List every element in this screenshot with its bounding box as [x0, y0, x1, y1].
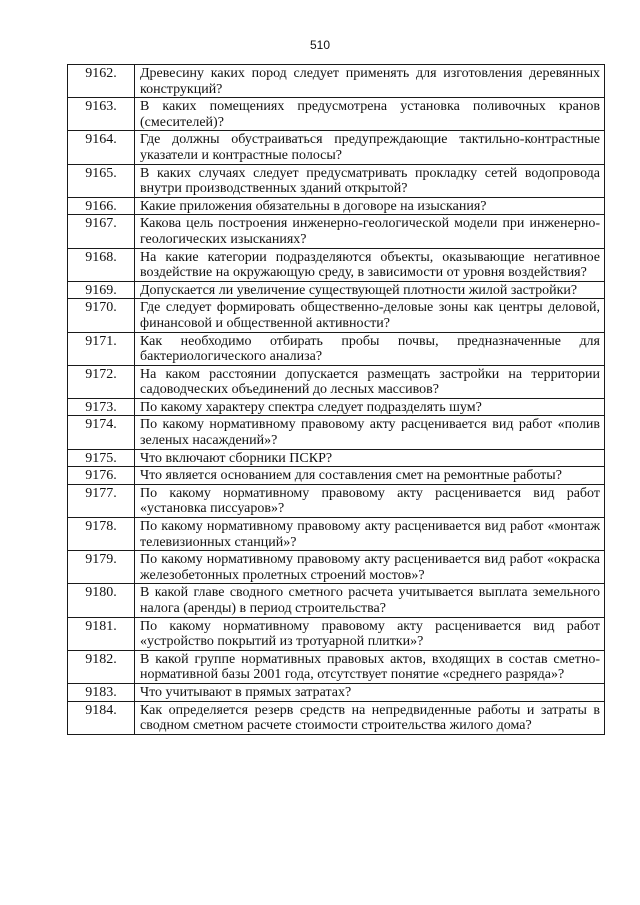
question-number: 9176. [68, 467, 135, 485]
question-row [68, 449, 605, 467]
question-row [68, 197, 605, 215]
question-row [68, 551, 605, 584]
question-text: Где следует формировать общественно-деловые зоны как центры деловой, финансовой и общественной активности? [135, 299, 605, 332]
question-text: В какой группе нормативных правовых актов, входящих в состав сметно-нормативной базы 2001 года, отсутствует понятие «среднего разряда»? [135, 650, 605, 683]
question-text: Как определяется резерв средств на непредвиденные работы и затраты в сводном сметном расчете стоимости строительства жилого дома? [135, 701, 605, 734]
question-number: 9170. [68, 299, 135, 332]
question-text: На какие категории подразделяются объекты, оказывающие негативное воздействие на окружающую среду, в зависимости от уровня воздействия? [135, 248, 605, 281]
questions-table [67, 64, 605, 735]
question-row [68, 299, 605, 332]
question-text: По какому нормативному правовому акту расценивается вид работ «монтаж телевизионных станций»? [135, 518, 605, 551]
question-row [68, 467, 605, 485]
question-row [68, 416, 605, 449]
question-text: Какие приложения обязательны в договоре на изыскания? [135, 197, 605, 215]
question-number: 9166. [68, 197, 135, 215]
question-text: Допускается ли увеличение существующей плотности жилой застройки? [135, 281, 605, 299]
question-text: Какова цель построения инженерно-геологической модели при инженерно-геологических изысканиях? [135, 215, 605, 248]
question-number: 9172. [68, 365, 135, 398]
question-row [68, 617, 605, 650]
question-row [68, 164, 605, 197]
question-number: 9175. [68, 449, 135, 467]
question-text: По какому характеру спектра следует подразделять шум? [135, 398, 605, 416]
question-number: 9181. [68, 617, 135, 650]
question-number: 9178. [68, 518, 135, 551]
question-number: 9165. [68, 164, 135, 197]
question-number: 9167. [68, 215, 135, 248]
question-row [68, 65, 605, 98]
question-text: В каких помещениях предусмотрена установка поливочных кранов (смесителей)? [135, 98, 605, 131]
question-number: 9174. [68, 416, 135, 449]
question-row [68, 518, 605, 551]
question-text: По какому нормативному правовому акту расценивается вид работ «установка писсуаров»? [135, 484, 605, 517]
question-number: 9168. [68, 248, 135, 281]
question-number: 9183. [68, 683, 135, 701]
question-row [68, 332, 605, 365]
question-row [68, 398, 605, 416]
question-text: Что является основанием для составления смет на ремонтные работы? [135, 467, 605, 485]
question-row [68, 650, 605, 683]
question-text: Что включают сборники ПСКР? [135, 449, 605, 467]
question-row [68, 701, 605, 734]
question-number: 9164. [68, 131, 135, 164]
question-text: Древесину каких пород следует применять для изготовления деревянных конструкций? [135, 65, 605, 98]
question-number: 9163. [68, 98, 135, 131]
page-number: 510 [309, 38, 331, 52]
question-number: 9173. [68, 398, 135, 416]
question-number: 9177. [68, 484, 135, 517]
question-row [68, 365, 605, 398]
question-row [68, 584, 605, 617]
question-number: 9182. [68, 650, 135, 683]
question-row [68, 248, 605, 281]
question-text: Как необходимо отбирать пробы почвы, предназначенные для бактериологического анализа? [135, 332, 605, 365]
question-number: 9162. [68, 65, 135, 98]
question-text: Что учитывают в прямых затратах? [135, 683, 605, 701]
question-row [68, 683, 605, 701]
question-number: 9180. [68, 584, 135, 617]
question-text: В каких случаях следует предусматривать прокладку сетей водопровода внутри производственных зданий открытой? [135, 164, 605, 197]
question-number: 9169. [68, 281, 135, 299]
question-text: На каком расстоянии допускается размещать застройки на территории садоводческих объединений до лесных массивов? [135, 365, 605, 398]
questions-table-body [68, 65, 605, 735]
question-text: По какому нормативному правовому акту расценивается вид работ «полив зеленых насаждений»? [135, 416, 605, 449]
question-text: По какому нормативному правовому акту расценивается вид работ «устройство покрытий из тротуарной плитки»? [135, 617, 605, 650]
question-row [68, 484, 605, 517]
question-text: По какому нормативному правовому акту расценивается вид работ «окраска железобетонных пролетных строений мостов»? [135, 551, 605, 584]
question-row [68, 131, 605, 164]
question-number: 9179. [68, 551, 135, 584]
question-number: 9171. [68, 332, 135, 365]
question-number: 9184. [68, 701, 135, 734]
question-text: В какой главе сводного сметного расчета учитывается выплата земельного налога (аренды) в период строительства? [135, 584, 605, 617]
question-row [68, 281, 605, 299]
question-row [68, 98, 605, 131]
question-text: Где должны обустраиваться предупреждающие тактильно-контрастные указатели и контрастные полосы? [135, 131, 605, 164]
question-row [68, 215, 605, 248]
